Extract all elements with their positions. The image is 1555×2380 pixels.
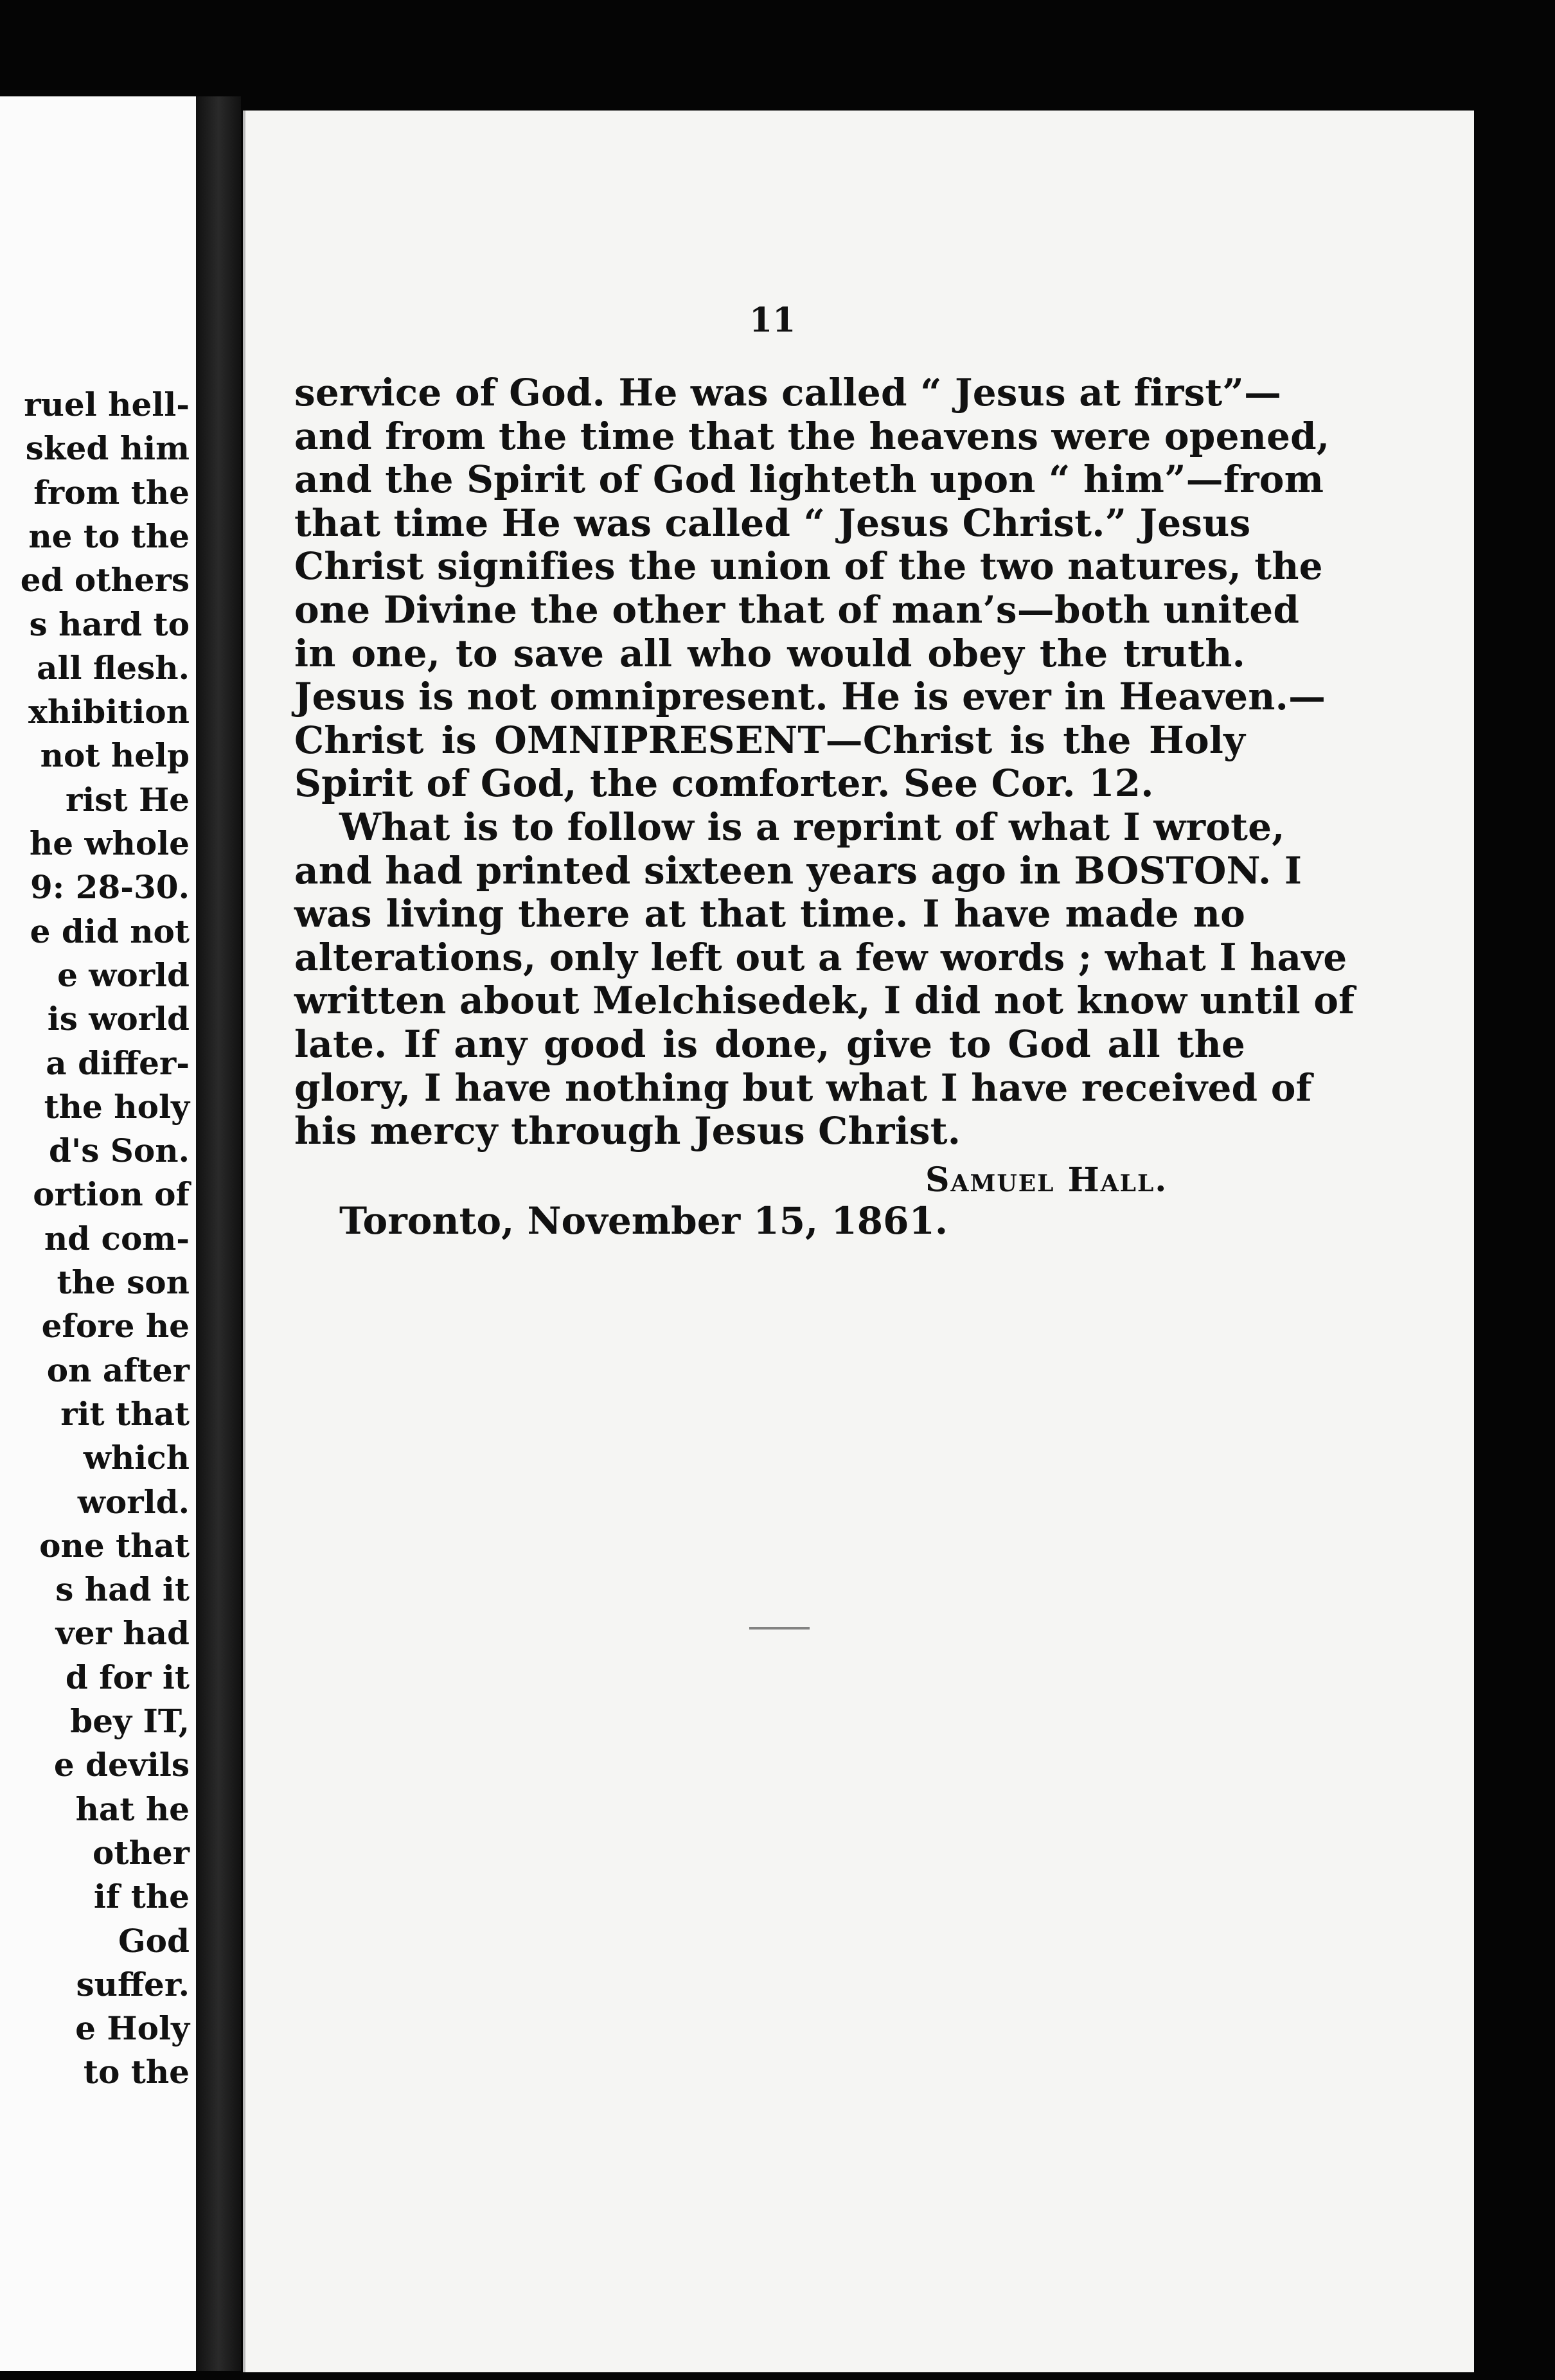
- left-page-line: a differ-: [46, 1043, 190, 1082]
- left-page-line: the holy: [44, 1087, 190, 1126]
- text-line: was living there at that time. I have made no: [294, 892, 1245, 936]
- show-through-rule: [749, 1627, 810, 1630]
- left-page-line: 9: 28-30.: [30, 868, 190, 907]
- left-page-line: ver had: [55, 1614, 190, 1653]
- text-line: and from the time that the heavens were opened,: [294, 414, 1330, 458]
- left-page-line: efore he: [41, 1307, 190, 1345]
- text-line: and the Spirit of God lighteth upon “ him”—from: [294, 457, 1324, 502]
- left-page-line: bey IT,: [70, 1702, 190, 1740]
- left-page-line: s had it: [55, 1570, 190, 1609]
- left-page-line: e devils: [53, 1746, 190, 1784]
- text-line: Christ is OMNIPRESENT—Christ is the Holy: [294, 718, 1245, 762]
- left-page-line: e world: [57, 955, 190, 994]
- left-page-line: one that: [39, 1526, 190, 1565]
- text-line: one Divine the other that of man’s—both united: [294, 587, 1300, 632]
- left-page-line: rist He: [65, 780, 190, 819]
- text-line: his mercy through Jesus Christ.: [294, 1109, 961, 1153]
- text-line: alterations, only left out a few words ; what I have: [294, 935, 1347, 979]
- left-page-line: hat he: [75, 1789, 190, 1828]
- left-page-line: nd com-: [44, 1219, 190, 1257]
- left-page-line: which: [83, 1439, 190, 1477]
- left-page-line: not help: [40, 736, 190, 775]
- text-line: service of God. He was called “ Jesus at first”—: [294, 371, 1282, 414]
- left-page-line: world.: [77, 1482, 190, 1521]
- text-line: and had printed sixteen years ago in BOSTON. I: [294, 848, 1302, 892]
- text-line: late. If any good is done, give to God all the: [294, 1022, 1245, 1066]
- text-line: Jesus is not omnipresent. He is ever in Heaven.—: [294, 675, 1326, 719]
- left-page-line: from the: [33, 473, 190, 511]
- left-page-line: to the: [83, 2053, 190, 2091]
- left-page-line: he whole: [29, 824, 190, 862]
- text-line: written about Melchisedek, I did not know until of: [294, 979, 1355, 1023]
- text-line: that time He was called “ Jesus Christ.” Jesus: [294, 501, 1251, 545]
- left-page-line: d's Son.: [48, 1132, 190, 1170]
- left-page-line: other: [93, 1833, 190, 1872]
- left-page-line: ed others: [20, 561, 190, 599]
- text-line: Spirit of God, the comforter. See Cor. 12.: [294, 761, 1154, 806]
- dateline: Toronto, November 15, 1861.: [339, 1199, 948, 1243]
- page-number: 11: [749, 301, 796, 340]
- left-page-line: ne to the: [28, 517, 190, 555]
- left-page-line: suffer.: [76, 1965, 190, 2003]
- left-page-line: if the: [93, 1878, 190, 1916]
- left-page-line: the son: [57, 1263, 190, 1301]
- left-page-line: is world: [47, 1000, 190, 1038]
- left-page-line: ortion of: [33, 1175, 190, 1214]
- left-page-line: s hard to: [29, 605, 190, 643]
- text-line: Christ signifies the union of the two natures, the: [294, 544, 1323, 589]
- text-line: What is to follow is a reprint of what I wrote,: [339, 804, 1285, 849]
- left-page-fragment: [0, 96, 197, 2371]
- left-page-line: ruel hell-: [24, 386, 190, 423]
- left-page-line: d for it: [65, 1658, 190, 1696]
- left-page-line: rit that: [60, 1394, 190, 1433]
- left-page-line: sked him: [25, 429, 190, 468]
- main-text: [294, 371, 1355, 1153]
- left-page-line: e Holy: [75, 2009, 190, 2048]
- text-line: glory, I have nothing but what I have received of: [294, 1065, 1312, 1110]
- left-page-line: e did not: [30, 912, 190, 950]
- book-gutter: [196, 96, 241, 2371]
- left-page-line: on after: [46, 1351, 190, 1389]
- text-line: in one, to save all who would obey the truth.: [294, 631, 1245, 675]
- left-page-line: all flesh.: [37, 648, 190, 687]
- left-page-line: God: [118, 1921, 190, 1960]
- signature: Samuel Hall.: [925, 1160, 1168, 1200]
- left-page-line: xhibition: [28, 693, 190, 731]
